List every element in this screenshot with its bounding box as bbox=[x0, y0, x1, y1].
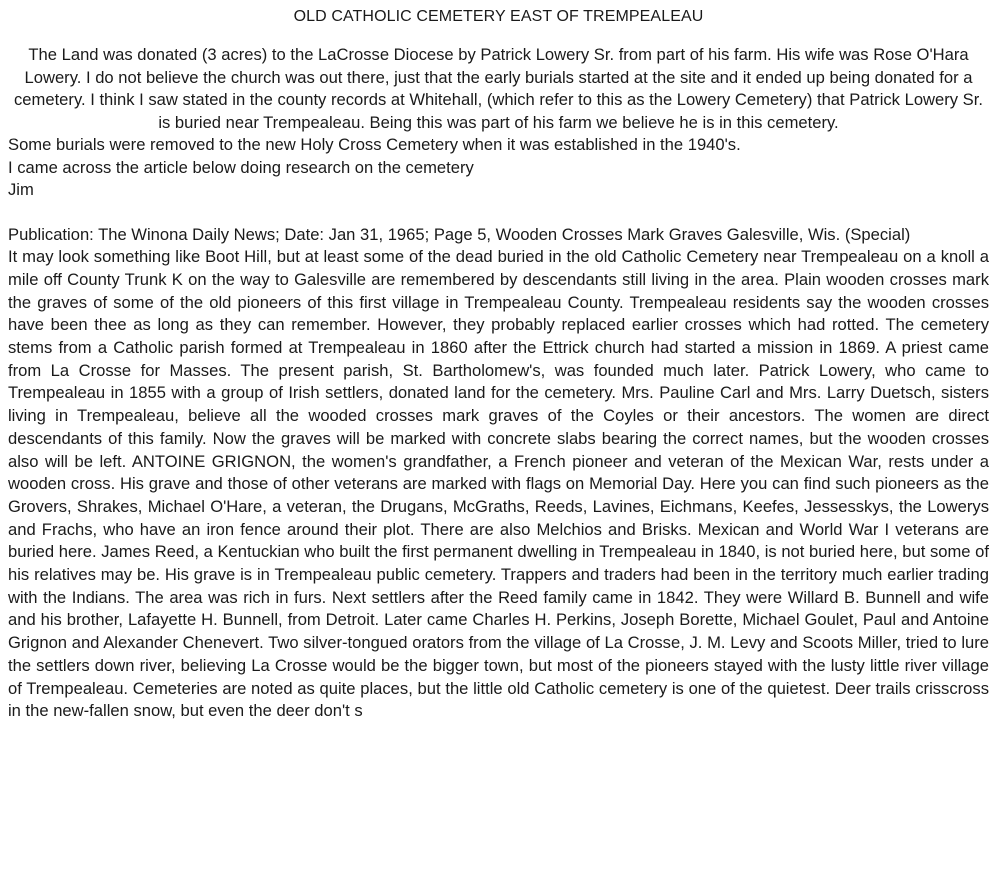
note-article-research: I came across the article below doing research on the cemetery bbox=[8, 157, 474, 177]
document-title: OLD CATHOLIC CEMETERY EAST OF TREMPEALEAU bbox=[293, 8, 704, 25]
intro-paragraph: The Land was donated (3 acres) to the LaCrosse Diocese by Patrick Lowery Sr. from part of his farm. His wife was Rose O'Hara Lowery. I do not believe the church was out there, just that the early burials started at the site and it ended up being donated for a cemetery. I think I saw stated in the county records at Whitehall, (which refer to this as the Lowery Cemetery) that Patrick Lowery Sr. is buried near Trempealeau. Being this was part of his farm we believe he is in this cemetery. bbox=[14, 45, 983, 132]
signature: Jim bbox=[8, 180, 34, 199]
paragraph-gap bbox=[8, 202, 989, 224]
article-body: It may look something like Boot Hill, but at least some of the dead buried in the old Catholic Cemetery near Trempealeau on a knoll a mile off County Trunk K on the way to Galesville are remembered by descendants still living in the area. Plain wooden crosses mark the graves of some of the old pioneers of this first village in Trempealeau County. Trempealeau residents say the wooden crosses have been thee as long as they can remember. However, they probably replaced earlier crosses which had rotted. The cemetery stems from a Catholic parish formed at Trempealeau in 1860 after the Ettrick church had started a mission in 1869. A priest came from La Crosse for Masses. The present parish, St. Bartholomew's, was founded much later. Patrick Lowery, who came to Trempealeau in 1855 with a group of Irish settlers, donated land for the cemetery. Mrs. Pauline Carl and Mrs. Larry Duetsch, sisters living in Trempealeau, believe all the wooded crosses mark graves of the Coyles or their ancestors. The women are direct descendants of this family. Now the graves will be marked with concrete slabs bearing the correct names, but the wooden crosses also will be left. ANTOINE GRIGNON, the women's grandfather, a French pioneer and veteran of the Mexican War, rests under a wooden cross. His grave and those of other veterans are marked with flags on Memorial Day. Here you can find such pioneers as the Grovers, Shrakes, Michael O'Hare, a veteran, the Drugans, McGraths, Reeds, Lavines, Eichmans, Keefes, Jessesskys, the Lowerys and Frachs, who have an iron fence around their plot. There are also Melchios and Brisks. Mexican and World War I veterans are buried here. James Reed, a Kentuckian who built the first permanent dwelling in Trempealeau in 1840, is not buried here, but some of his relatives may be. His grave is in Trempealeau public cemetery. Trappers and traders had been in the territory much earlier trading with the Indians. The area was rich in furs. Next settlers after the Reed family came in 1842. They were Willard B. Bunnell and wife and his brother, Lafayette H. Bunnell, from Detroit. Later came Charles H. Perkins, Joseph Borette, Michael Goulet, Paul and Antoine Grignon and Alexander Chenevert. Two silver-tongued orators from the village of La Crosse, J. M. Levy and Scoots Miller, tried to lure the settlers down river, believing La Crosse would be the bigger town, but most of the pioneers stayed with the lusty little river village of Trempealeau. Cemeteries are noted as quite places, but the little old Catholic cemetery is one of the quietest. Deer trails crisscross in the new-fallen snow, but even the deer don't s bbox=[8, 247, 989, 721]
publication-line: Publication: The Winona Daily News; Date: Jan 31, 1965; Page 5, Wooden Crosses Mark Graves Galesville, Wis. (Special) bbox=[8, 224, 911, 244]
note-holy-cross: Some burials were removed to the new Holy Cross Cemetery when it was established in the 1940's. bbox=[8, 135, 741, 154]
